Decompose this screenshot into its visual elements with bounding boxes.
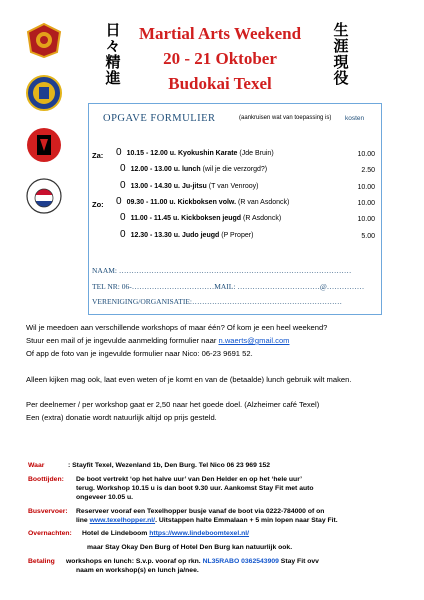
workshop-row[interactable] [120, 212, 281, 223]
form-note: (aankruisen wat van toepassing is) [239, 115, 332, 121]
checkbox-circle[interactable]: 0 [120, 180, 126, 191]
bus-line-2-pre: line [76, 517, 90, 524]
payment-post: Stay Fit ovv [278, 558, 319, 565]
boat-line-2: terug. Workshop 10.15 u is dan boot 9.30 uur. Aankomst Stay Fit met auto [76, 485, 314, 492]
charity-paragraph: Per deelnemer / per workshop gaat er 2,50 naar het goede doel. (Alzheimer café Texel) [26, 400, 320, 409]
row-price: 10.00 [357, 216, 375, 223]
email-link[interactable]: n.waerts@gmail.com [218, 336, 290, 345]
row-name: lunch [181, 166, 201, 173]
calligraphy-right-char-1: 生 [333, 21, 349, 39]
event-location: Budokai Texel [168, 74, 272, 93]
stay-line-2: maar Stay Okay Den Burg of Hotel Den Burg kan natuurlijk ook. [87, 544, 293, 551]
payment-pre: workshops en lunch: S.v.p. vooraf op rkn. [66, 558, 203, 565]
watch-paragraph: Alleen kijken mag ook, laat even weten of je komt en van de (betaalde) lunch gebruik wilt maken. [26, 375, 352, 384]
budokai-seal-logo [26, 75, 62, 111]
row-price: 10.00 [357, 184, 375, 191]
checkbox-circle[interactable]: 0 [116, 196, 122, 207]
row-name: Ju-jitsu [181, 183, 207, 190]
row-name: Kickboksen jeugd [181, 215, 242, 222]
row-price: 10.00 [357, 200, 375, 207]
row-name: Kyokushin Karate [177, 150, 238, 157]
row-time: 12.30 - 13.30 u. [130, 232, 180, 239]
intro-paragraph: Wil je meedoen aan verschillende workshops of maar één? Of kom je een heel weekend? [26, 323, 328, 332]
lindeboom-link[interactable]: https://www.lindeboomtexel.nl/ [149, 530, 250, 537]
calligraphy-left-char-3: 精 [105, 53, 121, 71]
registration-form [88, 103, 382, 315]
stay-label: Overnachten: [28, 530, 72, 537]
workshop-row[interactable] [120, 163, 267, 174]
app-paragraph: Of app de foto van je ingevulde formulier naar Nico: 06-23 9691 52. [26, 349, 253, 358]
phone-mail-field[interactable]: TEL NR: 06-……………………………MAIL: ……………………………@…………… [92, 282, 365, 291]
row-price: 10.00 [357, 151, 375, 158]
row-teacher: (wil je die verzorgd?) [202, 166, 268, 173]
payment-line-2: naam en workshop(s) en lunch ja/nee. [76, 567, 199, 574]
payment-label: Betaling [28, 558, 55, 565]
day-sunday: Zo: [92, 200, 104, 209]
row-teacher: (R Asdonck) [243, 215, 282, 222]
mail-text: Stuur een mail of je ingevulde aanmelding formulier naar [26, 336, 219, 345]
mail-paragraph [26, 336, 406, 347]
bank-account: NL35RABO 0362543909 [202, 558, 279, 565]
organisation-field[interactable]: VERENIGING/ORGANISATIE:…………………………………………………… [92, 297, 342, 306]
bus-line-2 [76, 517, 338, 526]
row-teacher: (T van Venrooy) [208, 183, 259, 190]
checkbox-circle[interactable]: 0 [116, 147, 122, 158]
texelhopper-link[interactable]: www.texelhopper.nl/ [89, 517, 156, 524]
cost-header: kosten [345, 115, 365, 122]
row-time: 10.15 - 12.00 u. [126, 150, 176, 157]
calligraphy-right-char-2: 涯 [333, 37, 349, 55]
calligraphy-right-char-4: 役 [333, 69, 349, 87]
kyokushin-emblem-logo [26, 22, 62, 58]
donation-paragraph: Een (extra) donatie wordt natuurlijk altijd op prijs gesteld. [26, 413, 217, 422]
day-saturday: Za: [92, 151, 104, 160]
form-heading: OPGAVE FORMULIER [103, 113, 216, 124]
kanku-karate-logo [26, 127, 62, 163]
event-dates: 20 - 21 Oktober [163, 49, 277, 68]
payment-line-1 [66, 558, 319, 567]
row-time: 12.00 - 13.00 u. [130, 166, 180, 173]
row-time: 11.00 - 11.45 u. [130, 215, 180, 222]
checkbox-circle[interactable]: 0 [120, 229, 126, 240]
stay-hotel: Hotel de Lindeboom [82, 530, 150, 537]
row-teacher: (R van Asdonck) [238, 199, 290, 206]
bus-line-1: Reserveer vooraf een Texelhopper busje vanaf de boot via 0222-784000 of on [76, 508, 325, 515]
checkbox-circle[interactable]: 0 [120, 163, 126, 174]
row-teacher: (Jde Bruin) [239, 150, 274, 157]
row-price: 5.00 [361, 233, 375, 240]
checkbox-circle[interactable]: 0 [120, 212, 126, 223]
row-name: Kickboksen volw. [177, 199, 237, 206]
workshop-row[interactable] [116, 196, 289, 207]
row-price: 2.50 [361, 167, 375, 174]
bus-label: Busvervoer: [28, 508, 68, 515]
workshop-row[interactable] [120, 180, 258, 191]
where-label: Waar [28, 462, 45, 469]
name-field[interactable]: NAAM: ………………………………………………………………………………… [92, 266, 352, 275]
calligraphy-left-char-1: 日 [105, 21, 121, 39]
row-time: 09.30 - 11.00 u. [126, 199, 176, 206]
calligraphy-right [331, 22, 351, 86]
boat-line-1: De boot vertrekt ‘op het halve uur’ van Den Helder en op het ‘hele uur’ [76, 476, 302, 483]
boat-line-3: ongeveer 10.05 u. [76, 494, 134, 501]
row-name: Judo jeugd [181, 232, 220, 239]
stay-line-1 [82, 530, 249, 539]
boat-label: Boottijden: [28, 476, 64, 483]
workshop-row[interactable] [116, 147, 274, 158]
event-title: Martial Arts Weekend [138, 24, 302, 43]
calligraphy-left-char-2: 々 [105, 37, 121, 55]
calligraphy-left-char-4: 進 [105, 69, 121, 87]
workshop-row[interactable] [120, 229, 253, 240]
calligraphy-right-char-3: 現 [333, 53, 349, 71]
row-time: 13.00 - 14.30 u. [130, 183, 180, 190]
bus-line-2-post: . Uitstappen halte Emmalaan + 5 min lopen naar Stay Fit. [155, 517, 338, 524]
where-text: : Stayfit Texel, Wezenland 1b, Den Burg. Tel Nico 06 23 969 152 [68, 462, 271, 469]
judo-bond-nederland-logo [26, 178, 62, 214]
row-teacher: (P Proper) [221, 232, 254, 239]
